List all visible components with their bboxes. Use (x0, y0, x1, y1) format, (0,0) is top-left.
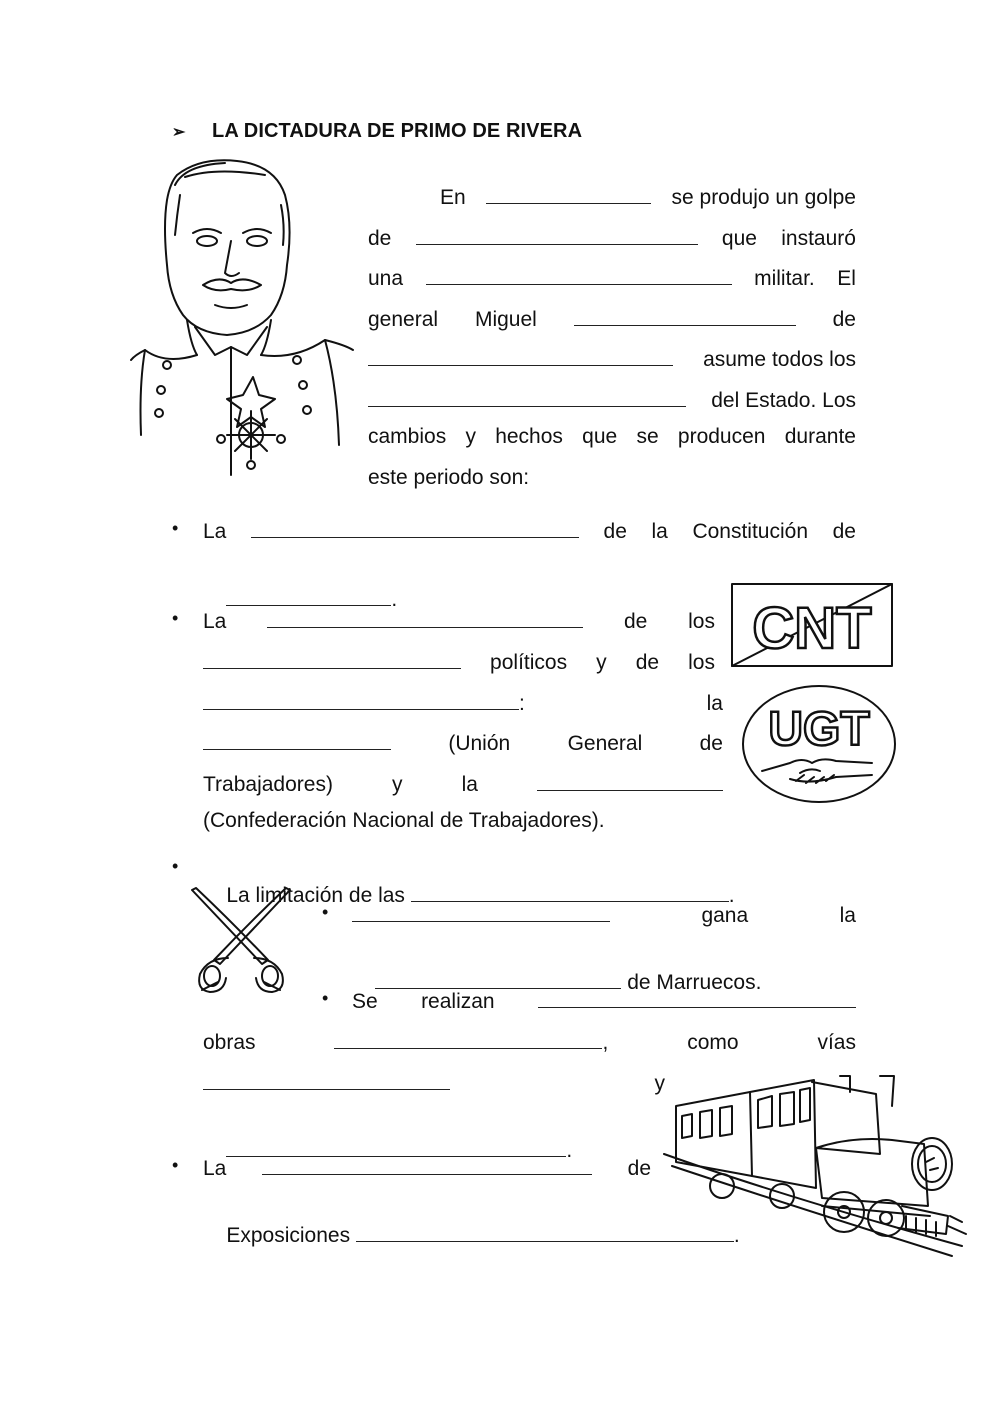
text: la (651, 520, 668, 543)
blank-ugt[interactable] (203, 727, 391, 750)
blank-year[interactable] (486, 181, 651, 204)
text: y (596, 651, 607, 674)
text: la (461, 773, 478, 796)
text: y (392, 773, 403, 796)
blank-constitucion[interactable] (251, 515, 579, 538)
item-exposiciones-line-1 (203, 1152, 651, 1182)
text: obras (203, 1031, 256, 1054)
item-partidos-line-6: (Confederación Nacional de Trabajadores). (203, 809, 605, 832)
blank-regimen[interactable] (426, 262, 732, 285)
text: de (832, 520, 856, 543)
item-obras-line-2 (203, 1026, 856, 1056)
intro-line-8: este periodo son: (368, 466, 530, 489)
text: de (627, 1157, 651, 1180)
bullet-icon: • (172, 856, 179, 876)
item-partidos-line-3 (203, 687, 723, 717)
text: y (654, 1072, 665, 1095)
text: realizan (421, 990, 495, 1013)
text: de Marruecos. (627, 971, 762, 994)
bullet-icon: • (172, 608, 179, 628)
blank-obras[interactable] (334, 1026, 602, 1049)
text: La (203, 610, 227, 633)
blank-lugar[interactable] (368, 343, 673, 366)
text: los (688, 651, 715, 674)
cnt-logo-icon (728, 580, 896, 670)
text: En (440, 186, 466, 209)
text: asume todos los (703, 348, 856, 371)
text: La (203, 520, 227, 543)
text: de (699, 732, 723, 755)
blank-obras-tipo[interactable] (538, 985, 856, 1008)
text: . (391, 588, 398, 611)
item-obras-line-3 (203, 1067, 665, 1097)
intro-line-5 (368, 343, 856, 373)
text: hechos (495, 425, 563, 448)
text: se produjo un golpe (671, 186, 856, 209)
text: Miguel (474, 308, 537, 331)
text: militar. (754, 267, 815, 290)
blank-constitucion-year[interactable] (226, 583, 391, 606)
text: políticos (490, 651, 568, 674)
item-partidos-line-2 (203, 646, 715, 676)
text: . (733, 1224, 740, 1247)
item-partidos-line-1 (203, 605, 715, 635)
text: durante (784, 425, 856, 448)
arrow-bullet-icon: ➢ (172, 124, 186, 141)
text: y (465, 425, 476, 448)
text: instauró (781, 227, 856, 250)
text: de (368, 227, 392, 250)
text: general (368, 308, 439, 331)
text: vías (817, 1031, 856, 1054)
text: la (839, 904, 856, 927)
blank-pais[interactable] (352, 899, 610, 922)
blank-apellido[interactable] (574, 303, 796, 326)
blank-prohibicion[interactable] (267, 605, 583, 628)
item-obras-line-1 (352, 985, 856, 1015)
text: Exposiciones (226, 1224, 351, 1247)
text: de (603, 520, 627, 543)
intro-line-3 (368, 262, 856, 292)
intro-line-1 (440, 181, 856, 211)
text: Trabajadores) (203, 773, 333, 796)
intro-line-2 (368, 222, 856, 252)
blank-sindicatos[interactable] (203, 687, 519, 710)
text: gana (701, 904, 749, 927)
blank-partidos[interactable] (203, 646, 461, 669)
text: Constitución (692, 520, 809, 543)
bullet-icon: • (322, 988, 329, 1008)
text: de (832, 308, 856, 331)
text: La limitación de las (226, 884, 405, 907)
intro-line-4 (368, 303, 856, 333)
text: General (567, 732, 643, 755)
blank-exposiciones-tipo[interactable] (262, 1152, 592, 1175)
text: la (706, 692, 723, 715)
text: . (566, 1139, 573, 1162)
blank-vias[interactable] (203, 1067, 450, 1090)
text: cambios (368, 425, 447, 448)
intro-line-7 (368, 424, 856, 450)
blank-poderes[interactable] (368, 384, 686, 407)
bullet-icon: • (172, 1155, 179, 1175)
ugt-logo-text: UGT (768, 703, 870, 756)
worksheet-title (172, 120, 582, 143)
text: : (519, 692, 525, 715)
item-constitucion-line-1 (203, 515, 856, 545)
text: del Estado. Los (711, 389, 856, 412)
text: (Unión (448, 732, 511, 755)
text: los (688, 610, 715, 633)
general-portrait-icon (125, 155, 357, 485)
item-exposiciones-line-2 (203, 1193, 740, 1275)
bullet-icon: • (322, 902, 329, 922)
text: Se (352, 990, 378, 1013)
text: se (636, 425, 659, 448)
blank-golpe[interactable] (416, 222, 698, 245)
bullet-icon: • (172, 518, 179, 538)
text: El (837, 267, 856, 290)
text: producen (677, 425, 766, 448)
ugt-logo-icon (740, 683, 898, 805)
item-partidos-line-5 (203, 768, 723, 798)
cnt-logo-text: CNT (752, 596, 872, 661)
title-text: LA DICTADURA DE PRIMO DE RIVERA (212, 120, 583, 142)
text: que (721, 227, 757, 250)
item-partidos-line-4 (203, 727, 723, 757)
crossed-swords-icon (186, 886, 296, 998)
intro-line-6 (368, 384, 856, 414)
text: , (602, 1031, 609, 1054)
text: . (728, 884, 735, 907)
text: como (687, 1031, 739, 1054)
text: de (635, 651, 660, 674)
blank-exposiciones-ciudades[interactable] (356, 1219, 734, 1242)
text: que (582, 425, 618, 448)
text: de (623, 610, 648, 633)
blank-cnt[interactable] (537, 768, 723, 791)
item-guerra-line-1 (352, 899, 856, 929)
text: La (203, 1157, 227, 1180)
text: una (368, 267, 404, 290)
